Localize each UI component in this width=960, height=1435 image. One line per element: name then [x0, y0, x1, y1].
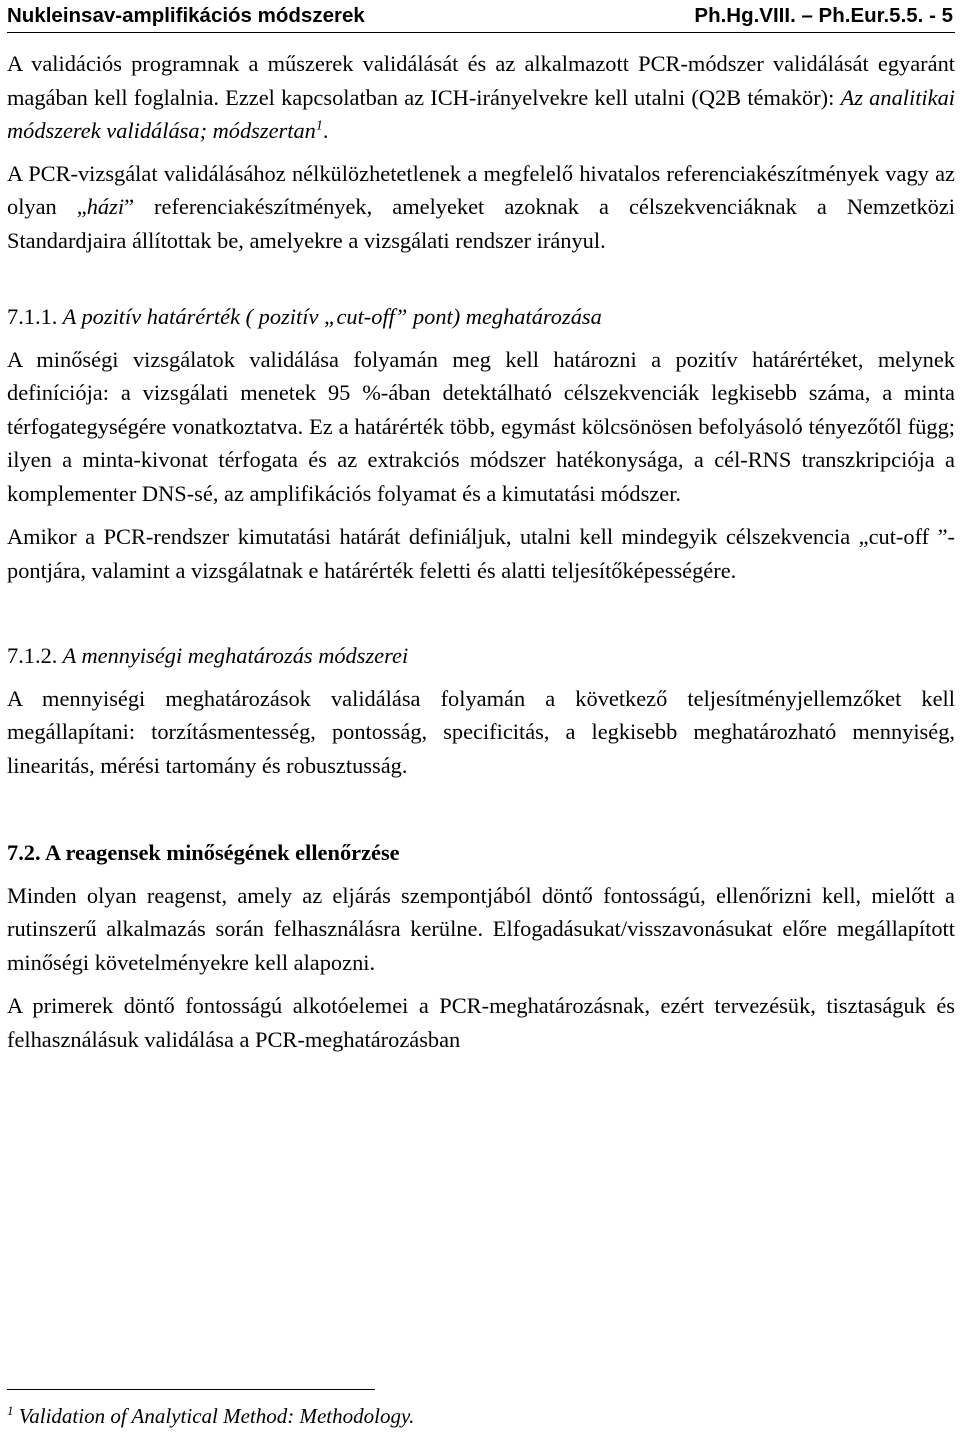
header-title: Nukleinsav-amplifikációs módszerek [7, 4, 365, 27]
section-title-711: A pozitív határérték ( pozitív „cut-off” pont) meghatározása [62, 304, 602, 329]
pcr-text-2: ” referenciakészítmények, amelyeket azoknak a célszekvenciáknak a Nemzetközi Standardjaira állítottak be, amelyekre a vizsgálati rendszer irányul. [7, 194, 955, 253]
footnote-divider [7, 1389, 375, 1390]
section-711-paragraph-2: Amikor a PCR-rendszer kimutatási határát definiáljuk, utalni kell mindegyik célszekvencia „cut-off ”-pontjára, valamint a vizsgálatnak e határérték feletti és alatti teljesítőképességére. [7, 524, 955, 583]
pcr-paragraph [7, 157, 955, 258]
section-heading-72: 7.2. A reagensek minőségének ellenőrzése [7, 840, 400, 865]
header-page-ref: Ph.Hg.VIII. – Ph.Eur.5.5. - 5 [694, 4, 953, 27]
intro-end: . [322, 118, 329, 143]
intro-paragraph [7, 47, 955, 148]
intro-text: A validációs programnak a műszerek validálását és az alkalmazott PCR-módszer validálását egyaránt magában kell foglalnia. Ezzel kapcsolatban az ICH-irányelvekre kell utalni (Q2B témakör): [7, 51, 955, 110]
pcr-text-1: A PCR-vizsgálat validálásához nélkülözhetetlenek a megfelelő hivatalos referenciakészítmények vagy az olyan „ [7, 160, 955, 219]
footnote-reference[interactable]: 1 [315, 118, 323, 134]
section-number-712: 7.1.2. [7, 643, 58, 668]
section-heading-712 [7, 639, 955, 673]
footnote [7, 1402, 414, 1430]
section-711-paragraph-1: A minőségi vizsgálatok validálása folyamán meg kell határozni a pozitív határértéket, melynek definíciója: a vizsgálati menetek 95 %-ában detektálható célszekvenciák legkisebb száma, a minta térfogategységére vonatkoztatva. Ez a határérték több, egymást kölcsönösen befolyásoló tényezőtől függ; ilyen a minta-kivonat térfogata és az extrakciós módszer hatékonysága, a cél-RNS transzkripciója a komplementer DNS-sé, az amplifikációs folyamat és a kimutatási módszer. [7, 346, 955, 506]
section-712-paragraph-1: A mennyiségi meghatározások validálása folyamán a következő teljesítményjellemzőket kell megállapítani: torzításmentesség, pontosság, specificitás, a legkisebb meghatározható mennyiség, linearitás, mérési tartomány és robusztusság. [7, 685, 955, 778]
section-72-paragraph-2: A primerek döntő fontosságú alkotóelemei a PCR-meghatározásnak, ezért tervezésük, tisztaságuk és felhasználásuk validálása a PCR-meghatározásban [7, 993, 955, 1052]
running-header [7, 0, 955, 33]
section-72-paragraph-1: Minden olyan reagenst, amely az eljárás szempontjából döntő fontosságú, ellenőrizni kell, mielőtt a rutinszerű alkalmazás során felhasználásra kerülne. Elfogadásukat/visszavonásukat előre megállapított minőségi követelményekre kell alapozni. [7, 882, 955, 975]
footnote-text: Validation of Analytical Method: Methodology. [13, 1404, 415, 1428]
pcr-italic: házi [86, 194, 125, 219]
section-title-712: A mennyiségi meghatározás módszerei [62, 643, 409, 668]
section-number-711: 7.1.1. [7, 304, 58, 329]
footnote-mark: 1 [7, 1403, 14, 1418]
section-heading-711 [7, 300, 955, 334]
document-page [7, 0, 955, 1056]
intro-italic-title: Az analitikai módszerek validálása; módszertan [7, 84, 955, 143]
